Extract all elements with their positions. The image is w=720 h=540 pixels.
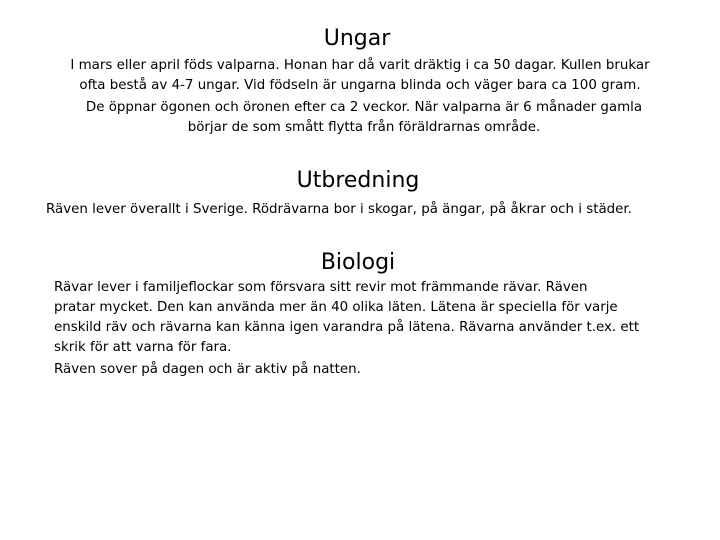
paragraph-biologi-family bbox=[54, 278, 639, 358]
text-line: skrik för att varna för fara. bbox=[54, 340, 232, 355]
paragraph-utbredning: Räven lever överallt i Sverige. Rödrävarna bor i skogar, på ängar, på åkrar och i städer. bbox=[46, 202, 632, 217]
text-line: De öppnar ögonen och öronen efter ca 2 veckor. När valparna är 6 månader gamla bbox=[85, 100, 643, 115]
heading-utbredning: Utbredning bbox=[296, 168, 420, 193]
heading-biologi: Biologi bbox=[320, 250, 396, 275]
paragraph-biologi-sleep: Räven sover på dagen och är aktiv på natten. bbox=[54, 362, 361, 377]
heading-ungar: Ungar bbox=[323, 26, 391, 51]
text-line: börjar de som smått flytta från föräldrarnas område. bbox=[187, 120, 541, 135]
paragraph-ungar-birth bbox=[0, 56, 720, 96]
text-line: ofta bestå av 4-7 ungar. Vid födseln är ungarna blinda och väger bara ca 100 gram. bbox=[79, 78, 641, 93]
text-line: pratar mycket. Den kan använda mer än 40 olika läten. Lätena är speciella för varje bbox=[54, 300, 618, 315]
text-line: enskild räv och rävarna kan känna igen varandra på lätena. Rävarna använder t.ex. ett bbox=[54, 320, 640, 335]
paragraph-ungar-growth bbox=[0, 98, 720, 138]
text-line: I mars eller april föds valparna. Honan har då varit dräktig i ca 50 dagar. Kullen brukar bbox=[70, 58, 650, 73]
text-line: Rävar lever i familjeflockar som försvara sitt revir mot främmande rävar. Räven bbox=[54, 280, 588, 295]
